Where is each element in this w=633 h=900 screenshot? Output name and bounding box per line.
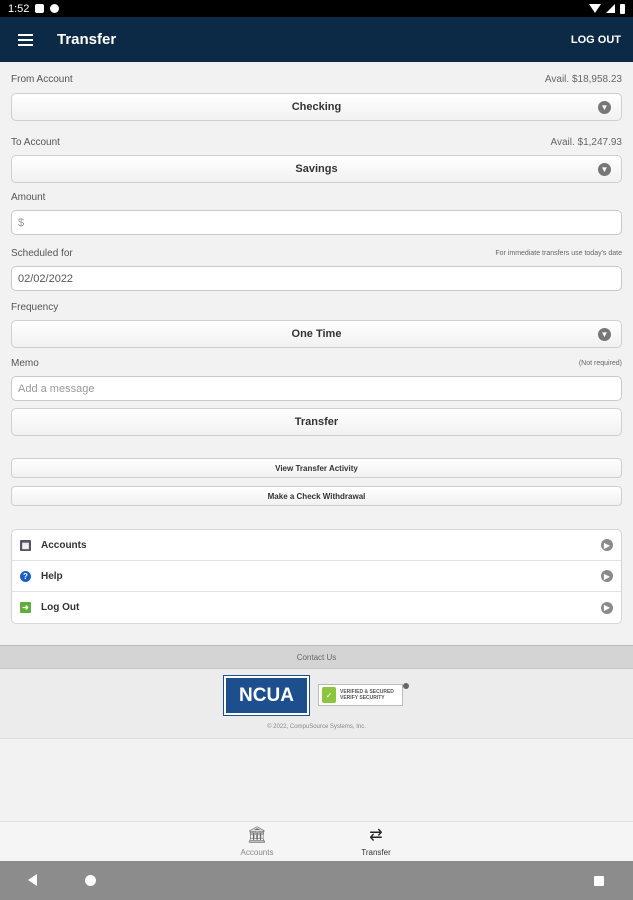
status-time: 1:52 [8,2,30,15]
to-account-select[interactable] [11,155,622,183]
home-icon[interactable] [85,875,96,886]
back-icon[interactable] [28,874,37,886]
from-account-select[interactable] [11,93,622,121]
sync-icon [50,4,59,13]
nav-item-accounts[interactable] [12,530,621,561]
from-account-available: Avail. $18,958.23 [544,74,622,85]
status-bar [0,0,633,17]
transfer-submit-label: Transfer [294,416,339,428]
registered-mark-icon [403,683,409,689]
signal-icon [606,4,615,13]
copyright-text: © 2022, CompuSource Systems, Inc. [267,724,366,730]
tab-transfer[interactable] [341,826,411,857]
scheduled-date-input[interactable]: 02/02/2022 [11,266,622,291]
shield-icon: ✓ [322,687,336,703]
check-withdrawal-button[interactable]: Make a Check Withdrawal [11,486,622,506]
chevron-down-icon: ▼ [598,328,611,341]
tab-accounts-label: Accounts [240,848,274,857]
frequency-value: One Time [291,328,342,340]
chevron-right-icon: ▶ [601,539,613,551]
help-icon: ? [20,571,31,582]
from-account-label: From Account [11,74,73,85]
menu-icon[interactable] [18,34,33,46]
security-seal[interactable] [318,684,403,706]
chevron-right-icon: ▶ [601,570,613,582]
recent-apps-icon[interactable] [594,876,604,886]
frequency-select[interactable] [11,320,622,348]
view-transfer-activity-button[interactable]: View Transfer Activity [11,458,622,478]
transfer-arrows-icon: ⇄ [369,827,383,844]
security-seal-line1: VERIFIED & SECURED [340,689,394,695]
amount-input[interactable]: $ [11,210,622,235]
bank-icon: 🏛 [246,827,268,844]
nav-item-label: Log Out [41,602,80,613]
tab-transfer-label: Transfer [361,848,391,857]
calculator-icon: ▦ [21,540,30,550]
app-header [0,17,633,62]
security-seal-line2: VERIFY SECURITY [340,695,385,701]
chevron-down-icon: ▼ [598,163,611,176]
bottom-tab-bar [0,821,633,861]
scheduled-label: Scheduled for [11,248,73,259]
memo-label: Memo [11,358,39,369]
chevron-down-icon: ▼ [598,101,611,114]
amount-label: Amount [11,192,46,203]
notification-icon [35,4,44,13]
nav-list [11,529,622,624]
to-account-available: Avail. $1,247.93 [550,137,622,148]
wifi-icon [589,4,601,13]
to-account-label: To Account [11,137,60,148]
from-account-value: Checking [291,101,342,113]
nav-item-logout[interactable] [12,592,621,623]
chevron-right-icon: ▶ [601,602,613,614]
nav-item-label: Accounts [41,539,87,551]
footer [0,669,633,739]
battery-icon [620,4,625,14]
tab-accounts[interactable] [222,826,292,857]
nav-item-help[interactable] [12,561,621,592]
memo-input[interactable]: Add a message [11,376,622,401]
scheduled-hint: For immediate transfers use today's date [495,250,622,257]
ncua-logo[interactable]: NCUA [224,676,309,715]
transfer-submit-button[interactable] [11,408,622,436]
exit-icon: ➜ [20,602,31,613]
frequency-label: Frequency [11,302,59,313]
memo-hint: (Not required) [578,360,622,367]
contact-us-link[interactable]: Contact Us [0,645,633,669]
to-account-value: Savings [295,163,338,175]
system-nav-bar [0,861,633,900]
logout-button[interactable]: LOG OUT [570,33,621,46]
nav-item-label: Help [41,570,63,582]
page-title: Transfer [57,31,117,48]
